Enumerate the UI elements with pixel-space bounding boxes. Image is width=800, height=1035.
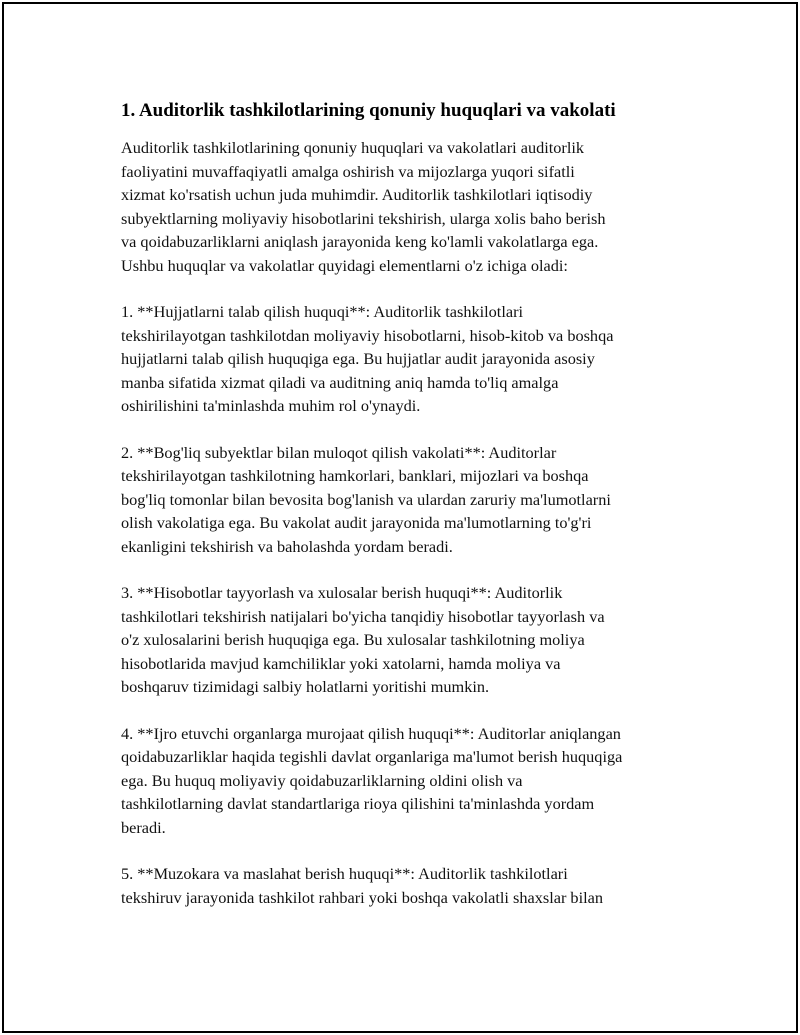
list-item-1-paragraph [121, 300, 696, 418]
text-line: boshqaruv tizimidagi salbiy holatlarni yoritishi mumkin. [121, 677, 490, 696]
text-line: tekshiruv jarayonida tashkilot rahbari yoki boshqa vakolatli shaxslar bilan [121, 887, 603, 907]
document-title: 1. Auditorlik tashkilotlarining qonuniy huquqlari va vakolati [121, 100, 616, 121]
text-line: bog'liq tomonlar bilan bevosita bog'lanish va ulardan zaruriy ma'lumotlarni [121, 489, 611, 509]
text-line: tashkilotlari tekshirish natijalari bo'yicha tanqidiy hisobotlar tayyorlash va [121, 606, 605, 626]
text-line: manba sifatida xizmat qiladi va auditning aniq hamda to'liq amalga [121, 372, 559, 392]
text-line: xizmat ko'rsatish uchun juda muhimdir. Auditorlik tashkilotlari iqtisodiy [121, 185, 593, 204]
list-item-2-paragraph [121, 441, 696, 559]
text-line: o'z xulosalarini berish huquqiga ega. Bu xulosalar tashkilotning moliya [121, 630, 585, 649]
text-line: subyektlarning moliyaviy hisobotlarini tekshirish, ularga xolis baho berish [121, 208, 606, 228]
text-line: tashkilotlarning davlat standartlariga rioya qilishini ta'minlashda yordam [121, 794, 595, 813]
text-line: 2. **Bog'liq subyektlar bilan muloqot qilish vakolati**: Auditorlar [121, 442, 557, 462]
page-border [2, 2, 798, 1033]
text-line: ega. Bu huquq moliyaviy qoidabuzarliklarning oldini olish va [121, 770, 523, 790]
text-line: va qoidabuzarliklarni aniqlash jarayonida keng ko'lamli vakolatlarga ega. [121, 232, 599, 251]
text-line: tekshirilayotgan tashkilotning hamkorlari, banklari, mijozlari va boshqa [121, 466, 589, 485]
text-line: qoidabuzarliklar haqida tegishli davlat organlariga ma'lumot berish huquqiga [121, 747, 623, 766]
text-line: 4. **Ijro etuvchi organlarga murojaat qilish huquqi**: Auditorlar aniqlangan [121, 723, 621, 743]
text-line: tekshirilayotgan tashkilotdan moliyaviy hisobotlarni, hisob-kitob va boshqa [121, 325, 614, 345]
text-line: oshirilishini ta'minlashda muhim rol o'ynaydi. [121, 396, 421, 415]
text-line: 5. **Muzokara va maslahat berish huquqi**: Auditorlik tashkilotlari [121, 864, 568, 883]
intro-paragraph [121, 136, 696, 277]
document-body [121, 99, 696, 932]
text-line: hujjatlarni talab qilish huquqiga ega. Bu hujjatlar audit jarayonida asosiy [121, 349, 595, 368]
text-line: Auditorlik tashkilotlarining qonuniy huquqlari va vakolatlari auditorlik [121, 138, 585, 157]
text-line: faoliyatini muvaffaqiyatli amalga oshirish va mijozlarga yuqori sifatli [121, 161, 575, 181]
text-line: 1. **Hujjatlarni talab qilish huquqi**: Auditorlik tashkilotlari [121, 302, 524, 321]
text-line: ekanligini tekshirish va baholashda yordam beradi. [121, 536, 453, 556]
list-item-3-paragraph [121, 581, 696, 699]
text-line: hisobotlarida mavjud kamchiliklar yoki xatolarni, hamda moliya va [121, 653, 561, 673]
text-line: 3. **Hisobotlar tayyorlash va xulosalar berish huquqi**: Auditorlik [121, 583, 563, 602]
text-line: olish vakolatiga ega. Bu vakolat audit jarayonida ma'lumotlarning to'g'ri [121, 513, 592, 532]
list-item-4-paragraph [121, 722, 696, 840]
list-item-5-paragraph [121, 862, 696, 909]
text-line: beradi. [121, 817, 166, 837]
text-line: Ushbu huquqlar va vakolatlar quyidagi elementlarni o'z ichiga oladi: [121, 255, 568, 275]
